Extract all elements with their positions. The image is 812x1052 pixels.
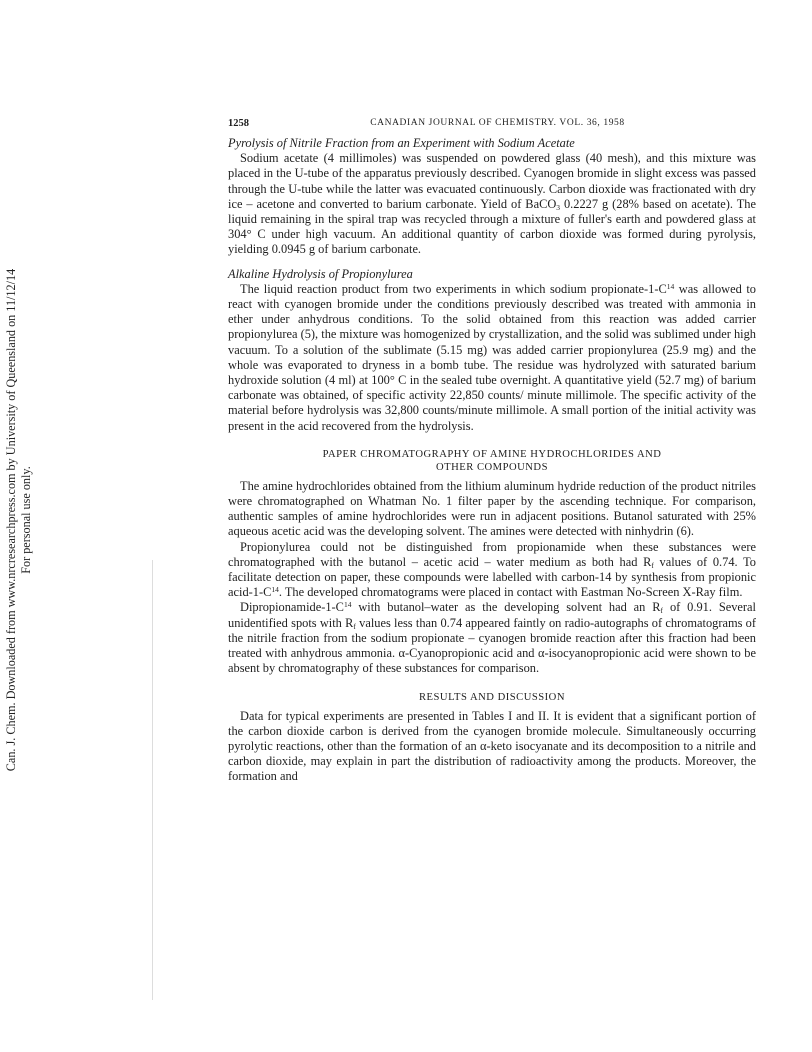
journal-title: CANADIAN JOURNAL OF CHEMISTRY. VOL. 36, 1958 — [370, 118, 625, 129]
journal-page — [228, 114, 756, 785]
personal-use-notice: For personal use only. — [19, 466, 33, 574]
download-watermark — [4, 240, 44, 800]
paragraph: Sodium acetate (4 millimoles) was suspended on powdered glass (40 mesh), and this mixture was placed in the U-tube of the apparatus previously described. Cyanogen bromide in slight excess was passed through the U-tube while the latter was evacuated continuously. Carbon dioxide was fractionated with dry ice – acetone and converted to barium carbonate. Yield of BaCO$_3$ 0.2227 g (28% based on acetate). The liquid remaining in the spiral trap was recycled through a mixture of fuller's earth and powdered glass at 304° C under high vacuum. An additional quantity of carbon dioxide was formed during pyrolysis, yielding 0.0945 g of barium carbonate. — [228, 151, 756, 257]
scan-artifact-line — [152, 560, 153, 1000]
running-head — [228, 114, 756, 134]
section-heading-chromatography: PAPER CHROMATOGRAPHY OF AMINE HYDROCHLORIDES AND OTHER COMPOUNDS — [322, 448, 662, 473]
section-heading-pyrolysis: Pyrolysis of Nitrile Fraction from an Experiment with Sodium Acetate — [228, 136, 575, 150]
section-heading-hydrolysis: Alkaline Hydrolysis of Propionylurea — [228, 266, 413, 281]
paragraph: Data for typical experiments are presented in Tables I and II. It is evident that a significant portion of the carbon dioxide carbon is derived from the cyanogen bromide molecule. Simultaneously occurring pyrolytic reactions, other than the formation of an α-keto isocyanate and its decomposition to a nitrile and carbon dioxide, may explain in part the distribution of radioactivity among the products. Moreover, the formation and — [228, 708, 756, 784]
download-notice: Can. J. Chem. Downloaded from www.nrcresearchpress.com by University of Queensland on 11/12/14 — [4, 268, 18, 772]
paragraph: The amine hydrochlorides obtained from the lithium aluminum hydride reduction of the product nitriles were chromatographed on Whatman No. 1 filter paper by the ascending technique. For comparison, authentic samples of amine hydrochlorides were run in adjacent positions. Butanol saturated with 25% aqueous acetic acid was the developing solvent. The amines were detected with ninhydrin (6). — [228, 478, 756, 539]
paragraph: Dipropionamide-$1-C^{14}$ with butanol–water as the developing solvent had an $R_f$ of 0.91. Several unidentified spots with $R_f$ values less than 0.74 appeared faintly on radio-autographs of chromatograms of the nitrile fraction from the sodium propionate – cyanogen bromide reaction after this fraction had been treated with anhydrous ammonia. α-Cyanopropionic acid and α-isocyanopropionic acid were shown to be absent by chromatography of these substances for comparison. — [228, 600, 756, 676]
page-number: 1258 — [228, 118, 249, 130]
paragraph: The liquid reaction product from two experiments in which sodium propionate-$1-C^{14}$ was allowed to react with cyanogen bromide under the conditions previously described was treated with ammonia in ether under anhydrous conditions. To the solid obtained from this reaction was added carrier propionylurea (5), the mixture was homogenized by crystallization, and the solid was sublimed under high vacuum. To a solution of the sublimate (5.15 mg) was added carrier propionylurea (25.9 mg) and the whole was evaporated to dryness in a bomb tube. The residue was hydrolyzed with saturated barium hydroxide solution (4 ml) at 100° C in the sealed tube overnight. A quantitative yield (52.7 mg) of barium carbonate was obtained, of specific activity 22,850 counts/ minute millimole. The specific activity of the material before hydrolysis was 32,800 counts/minute millimole. A small portion of the initial activity was present in the acid recovered from the hydrolysis. — [228, 281, 756, 433]
paragraph: Propionylurea could not be distinguished from propionamide when these substances were chromatographed with the butanol – acetic acid – water medium as both had $R_f$ values of 0.74. To facilitate detection on paper, these compounds were labelled with carbon-14 by synthesis from propionic acid-$1-C^{14}$. The developed chromatograms were placed in contact with Eastman No-Screen X-Ray film. — [228, 539, 756, 600]
section-heading-results: RESULTS AND DISCUSSION — [418, 691, 565, 703]
